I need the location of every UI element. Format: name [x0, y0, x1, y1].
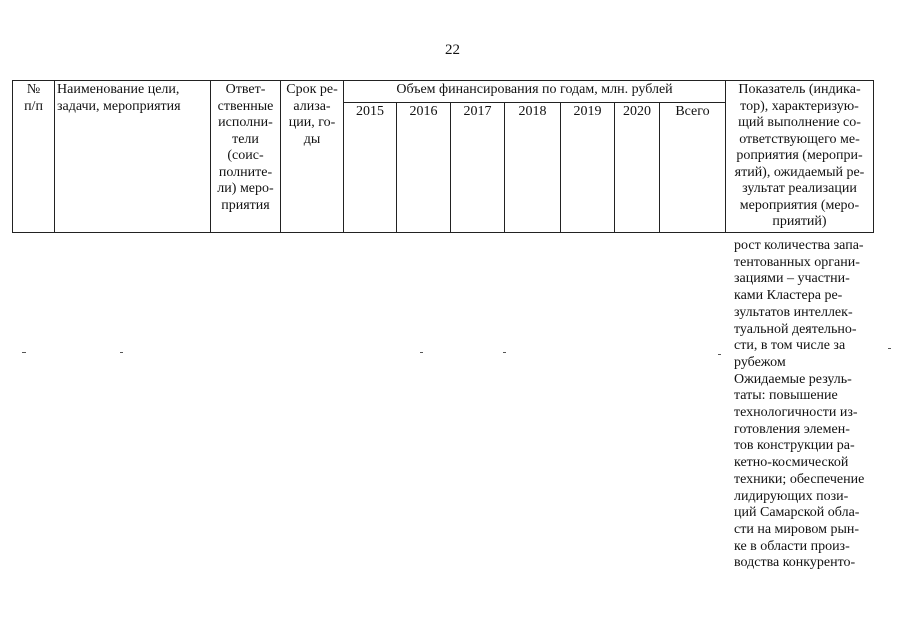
text-line: техники; обеспечение [734, 471, 865, 487]
header-executors-line: Ответ- [225, 82, 266, 97]
text-line: туальной деятельно- [734, 321, 857, 337]
header-num [13, 81, 55, 233]
header-indicator-line: ответствующего ме- [739, 131, 860, 147]
header-executors-line: приятия [221, 197, 270, 213]
header-executors-line: исполни- [218, 115, 273, 130]
header-executors-line: ли) меро- [217, 181, 274, 196]
header-year-2016: 2016 [397, 103, 451, 233]
header-executors-line: полните- [218, 164, 273, 180]
header-year-2015: 2015 [344, 103, 397, 233]
header-name-line: задачи, мероприятия [57, 98, 181, 114]
header-year-2020: 2020 [615, 103, 660, 233]
text-line: готовления элемен- [734, 421, 850, 437]
header-term-line: ализа- [293, 98, 331, 114]
text-line: ке в области произ- [734, 538, 850, 554]
page-number: 22 [445, 42, 460, 58]
text-line: сти, в том числе за [734, 338, 846, 354]
scan-speck [120, 352, 123, 353]
funding-table [12, 80, 874, 233]
header-executors-line: тели [232, 131, 259, 147]
header-executors-line: ственные [217, 98, 274, 114]
header-year-2018: 2018 [505, 103, 561, 233]
text-line: таты: повышение [734, 388, 838, 404]
text-line: ций Самарской обла- [734, 505, 860, 521]
header-indicator-line: зультат реализации [742, 181, 857, 196]
header-executors [211, 81, 281, 233]
header-name-line: Наименование цели, [57, 82, 180, 97]
header-total: Всего [660, 103, 726, 233]
header-term [281, 81, 344, 233]
header-year-2019: 2019 [561, 103, 615, 233]
header-indicator-line: Показатель (индика- [738, 82, 861, 97]
text-line: зультатов интеллек- [734, 304, 853, 320]
header-indicator-line: тор), характеризую- [740, 98, 859, 114]
header-indicator [726, 81, 874, 233]
text-line: рост количества запа- [734, 238, 864, 253]
header-term-line: Срок ре- [286, 82, 338, 97]
header-indicator-line: щий выполнение со- [738, 115, 861, 130]
indicator-continuation-text [734, 238, 884, 572]
header-term-line: ции, го- [288, 115, 336, 130]
header-funding: Объем финансирования по годам, млн. рублей [344, 81, 726, 103]
header-indicator-line: роприятия (меропри- [736, 148, 863, 163]
header-indicator-line: приятий) [772, 214, 827, 229]
header-indicator-line: ятий), ожидаемый ре- [734, 164, 865, 180]
scan-speck [22, 352, 26, 353]
header-year-2017: 2017 [451, 103, 505, 233]
header-name [55, 81, 211, 233]
header-term-line: ды [303, 131, 321, 147]
text-line: лидирующих пози- [734, 488, 849, 504]
header-executors-line: (соис- [227, 148, 264, 163]
header-indicator-line: мероприятия (меро- [739, 197, 860, 213]
text-line: водства конкуренто- [734, 555, 856, 571]
header-num-line: п/п [24, 98, 43, 114]
text-line: кетно-космической [734, 455, 849, 471]
text-line: технологичности из- [734, 405, 858, 421]
scan-speck [503, 352, 506, 353]
scan-speck [420, 352, 423, 353]
scan-speck [718, 354, 721, 355]
text-line: сти на мировом рын- [734, 521, 860, 537]
text-line: рубежом [734, 354, 786, 370]
scan-speck [888, 348, 891, 349]
header-num-line: № [26, 82, 41, 97]
text-line: Ожидаемые резуль- [734, 371, 852, 387]
text-line: ками Кластера ре- [734, 288, 843, 304]
text-line: тентованных органи- [734, 254, 860, 270]
text-line: зациями – участни- [734, 271, 850, 287]
text-line: тов конструкции ра- [734, 438, 855, 454]
